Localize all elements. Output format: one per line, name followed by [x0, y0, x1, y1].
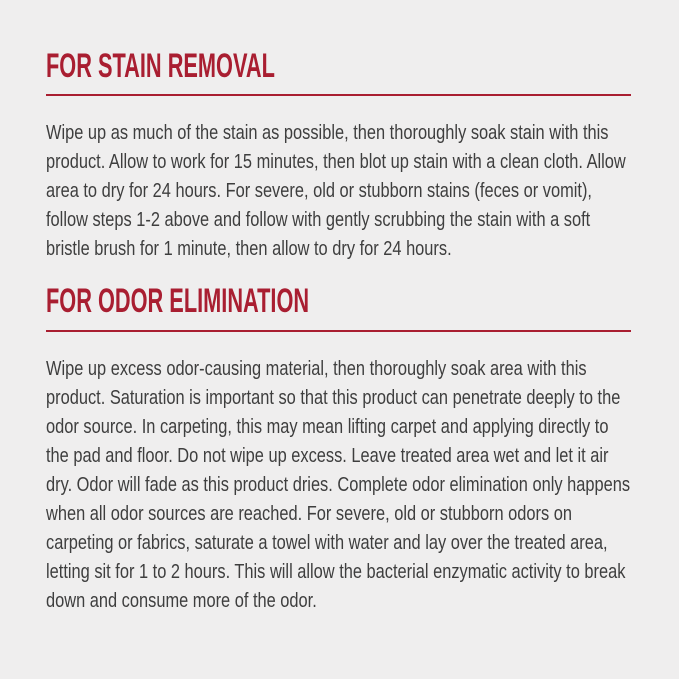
odor-elimination-divider — [46, 330, 631, 332]
stain-removal-heading: FOR STAIN REMOVAL — [46, 47, 275, 85]
section-stain-removal — [46, 48, 633, 263]
stain-removal-divider — [46, 94, 631, 96]
odor-elimination-instructions: Wipe up excess odor-causing material, then thoroughly soak area with this product. Saturation is important so that this product can penetrate deeply to the odor source. In carpeting, this may mean lifting carpet and applying directly to the pad and floor. Do not wipe up excess. Leave treated area wet and let it air dry. Odor will fade as this product dries. Complete odor elimination only happens when all odor sources are reached. For severe, old or stubborn odors on carpeting or fabrics, saturate a towel with water and lay over the treated area, letting sit for 1 to 2 hours. This will allow the bacterial enzymatic activity to break down and consume more of the odor. — [46, 356, 631, 612]
stain-removal-instructions: Wipe up as much of the stain as possible, then thoroughly soak stain with this product. Allow to work for 15 minutes, then blot up stain with a clean cloth. Allow area to dry for 24 hours. For severe, old or stubborn stains (feces or vomit), follow steps 1-2 above and follow with gently scrubbing the stain with a soft bristle brush for 1 minute, then allow to dry for 24 hours. — [46, 121, 626, 261]
odor-elimination-heading: FOR ODOR ELIMINATION — [46, 282, 310, 321]
section-odor-elimination — [46, 283, 633, 614]
